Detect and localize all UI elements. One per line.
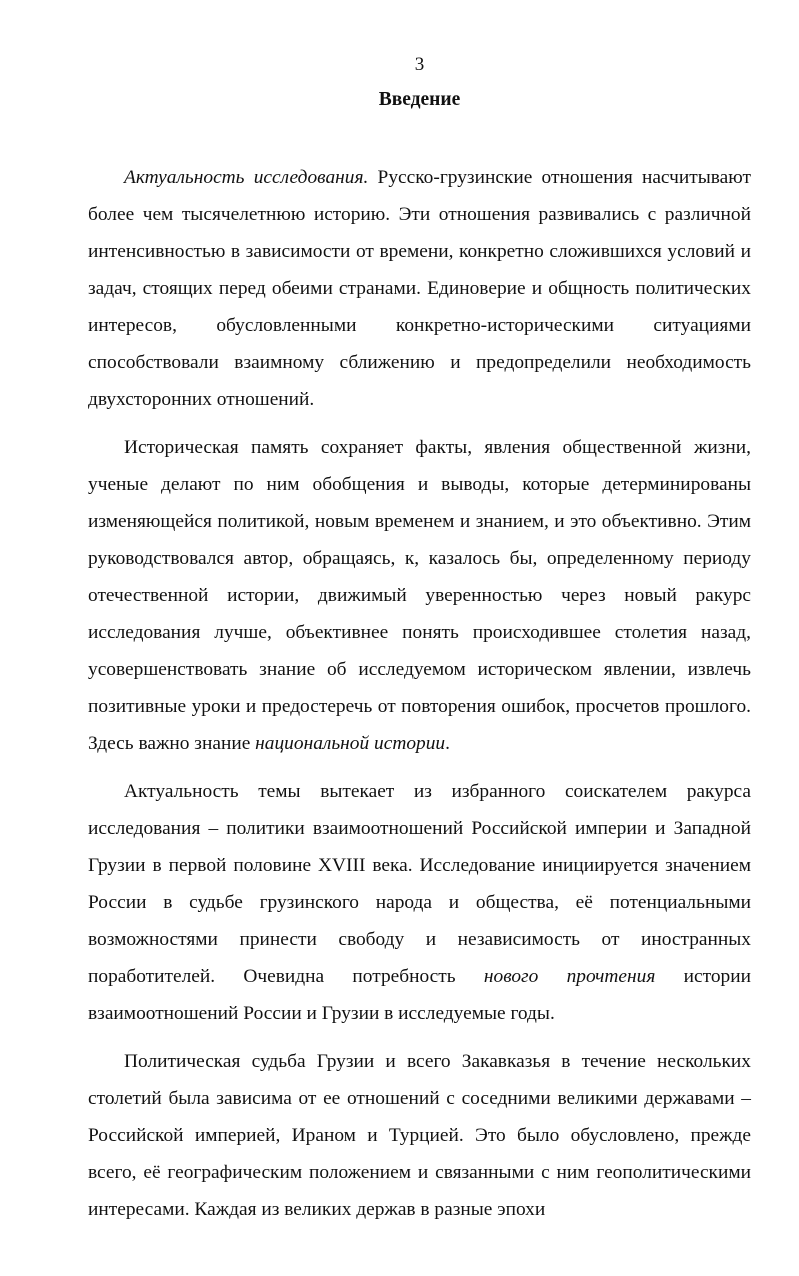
paragraph-historical-memory (88, 429, 751, 762)
paragraph-emphasis-italic: нового прочтения (483, 966, 656, 987)
paragraph-text: Русско-грузинские отношения насчитывают более чем тысячелетнюю историю. Эти отношения развивались с различной интенсивностью в зависимости от времени, конкретно сложившихся условий и задач, стоящих перед обеими странами. Единоверие и общность политических интересов, обусловленными конкретно-историческими ситуациями способствовали взаимному сближению и предопределили необходимость двухсторонних отношений. (88, 167, 751, 410)
paragraph-lead-italic: Актуальность исследования. (124, 167, 369, 188)
paragraph-topic-relevance (88, 773, 751, 1032)
page-number: 3 (414, 54, 425, 75)
paragraph-text: Историческая память сохраняет факты, явления общественной жизни, ученые делают по ним обобщения и выводы, которые детерминированы изменяющейся политикой, новым временем и знанием, и это объективно. Этим руководствовался автор, обращаясь, к, казалось бы, определенному периоду отечественной истории, движимый уверенностью через новый ракурс исследования лучше, объективнее понять происходившее столетия назад, усовершенствовать знание об исследуемом историческом явлении, извлечь позитивные уроки и предостеречь от повторения ошибок, просчетов прошлого. Здесь важно знание (88, 437, 751, 754)
body-text (88, 159, 751, 1228)
paragraph-text-end: истории взаимоотношений России и Грузии в исследуемые годы. (88, 966, 751, 1024)
paragraph-text: Актуальность темы вытекает из избранного соискателем ракурса исследования – политики взаимоотношений Российской империи и Западной Грузии в первой половине XVIII века. Исследование инициируется значением России в судьбе грузинского народа и общества, её потенциальными возможностями принести свободу и независимость от иностранных поработителей. Очевидна потребность (88, 781, 751, 987)
paragraph-emphasis-italic: национальной истории (255, 733, 446, 754)
paragraph-political-fate (88, 1043, 751, 1228)
paragraph-text: Политическая судьба Грузии и всего Закавказья в течение нескольких столетий была зависима от ее отношений с соседними великими державами – Российской империей, Ираном и Турцией. Это было обусловлено, прежде всего, её географическим положением и связанными с ним геополитическими интересами. Каждая из великих держав в разные эпохи (88, 1051, 751, 1220)
document-page (88, 52, 751, 1228)
paragraph-text-end: . (445, 733, 450, 754)
page-title: Введение (378, 89, 461, 110)
paragraph-relevance (88, 159, 751, 418)
